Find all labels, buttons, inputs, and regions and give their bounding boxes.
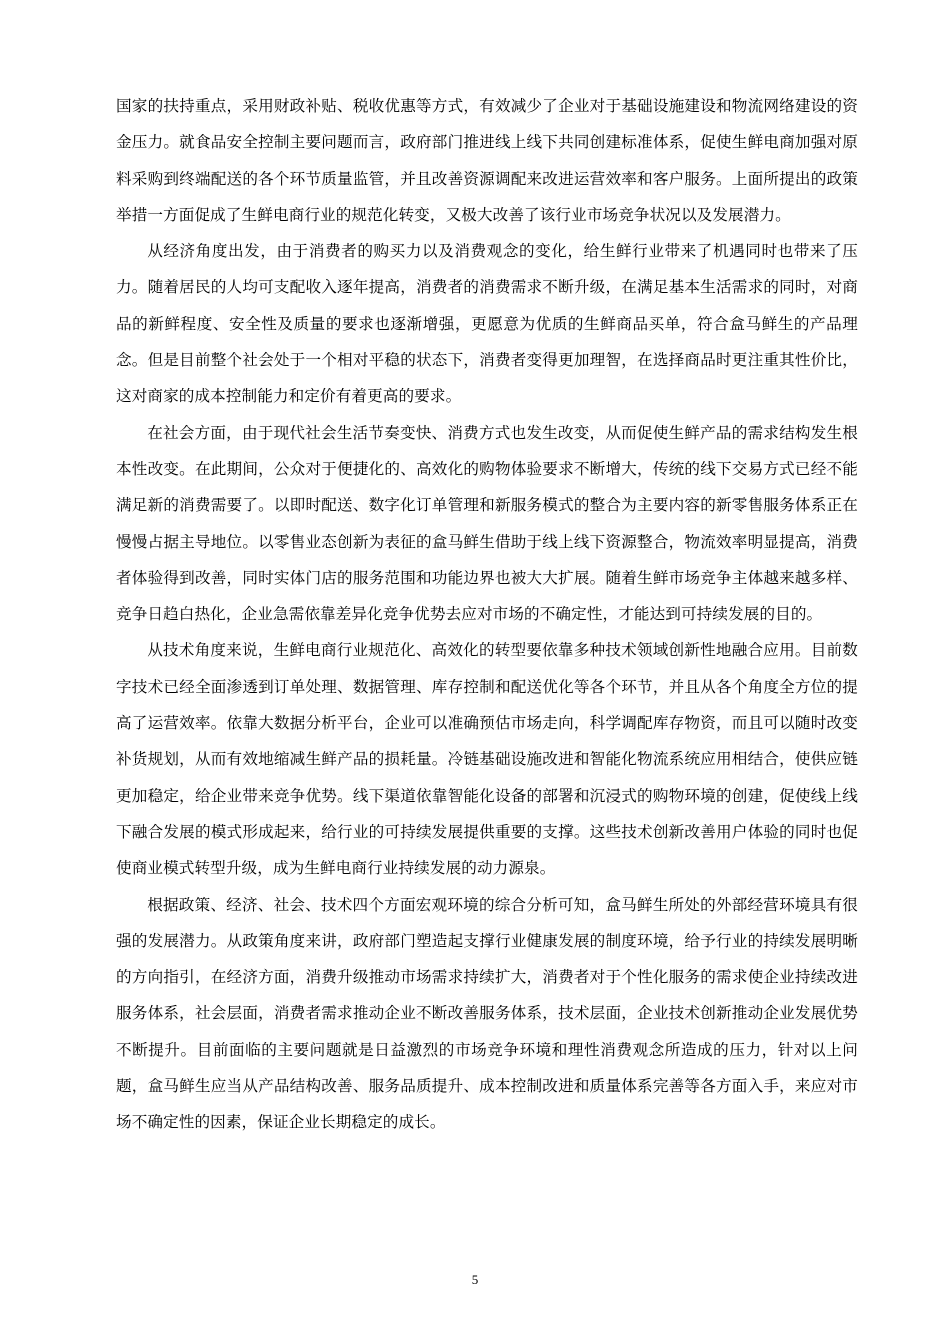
- body-text: [116, 88, 858, 1141]
- paragraph-technology: 从技术角度来说，生鲜电商行业规范化、高效化的转型要依靠多种技术领域创新性地融合应用。目前数字技术已经全面渗透到订单处理、数据管理、库存控制和配送优化等各个环节，并且从各个角度全方位的提高了运营效率。依靠大数据分析平台，企业可以准确预估市场走向，科学调配库存物资，而且可以随时改变补货规划，从而有效地缩减生鲜产品的损耗量。冷链基础设施改进和智能化物流系统应用相结合，使供应链更加稳定，给企业带来竞争优势。线下渠道依靠智能化设备的部署和沉浸式的购物环境的创建，促使线上线下融合发展的模式形成起来，给行业的可持续发展提供重要的支撑。这些技术创新改善用户体验的同时也促使商业模式转型升级，成为生鲜电商行业持续发展的动力源泉。: [116, 641, 858, 878]
- page-number: 5: [471, 1272, 479, 1287]
- paragraph-continued: 国家的扶持重点，采用财政补贴、税收优惠等方式，有效减少了企业对于基础设施建设和物流网络建设的资金压力。就食品安全控制主要问题而言，政府部门推进线上线下共同创建标准体系，促使生鲜电商加强对原料采购到终端配送的各个环节质量监管，并且改善资源调配来改进运营效率和客户服务。上面所提出的政策举措一方面促成了生鲜电商行业的规范化转变，又极大改善了该行业市场竞争状况以及发展潜力。: [116, 97, 858, 224]
- paragraph-economy: 从经济角度出发，由于消费者的购买力以及消费观念的变化，给生鲜行业带来了机遇同时也带来了压力。随着居民的人均可支配收入逐年提高，消费者的消费需求不断升级，在满足基本生活需求的同时，对商品的新鲜程度、安全性及质量的要求也逐渐增强，更愿意为优质的生鲜商品买单，符合盒马鲜生的产品理念。但是目前整个社会处于一个相对平稳的状态下，消费者变得更加理智，在选择商品时更注重其性价比，这对商家的成本控制能力和定价有着更高的要求。: [116, 242, 858, 406]
- paragraph-summary: 根据政策、经济、社会、技术四个方面宏观环境的综合分析可知，盒马鲜生所处的外部经营环境具有很强的发展潜力。从政策角度来讲，政府部门塑造起支撑行业健康发展的制度环境，给予行业的持续发展明晰的方向指引，在经济方面，消费升级推动市场需求持续扩大，消费者对于个性化服务的需求使企业持续改进服务体系，社会层面，消费者需求推动企业不断改善服务体系，技术层面，企业技术创新推动企业发展优势不断提升。目前面临的主要问题就是日益激烈的市场竞争环境和理性消费观念所造成的压力，针对以上问题，盒马鲜生应当从产品结构改善、服务品质提升、成本控制改进和质量体系完善等各方面入手，来应对市场不确定性的因素，保证企业长期稳定的成长。: [116, 895, 858, 1132]
- paragraph-society: 在社会方面，由于现代社会生活节奏变快、消费方式也发生改变，从而促使生鲜产品的需求结构发生根本性改变。在此期间，公众对于便捷化的、高效化的购物体验要求不断增大，传统的线下交易方式已经不能满足新的消费需要了。以即时配送、数字化订单管理和新服务模式的整合为主要内容的新零售服务体系正在慢慢占据主导地位。以零售业态创新为表征的盒马鲜生借助于线上线下资源整合，物流效率明显提高，消费者体验得到改善，同时实体门店的服务范围和功能边界也被大大扩展。随着生鲜市场竞争主体越来越多样、竞争日趋白热化，企业急需依靠差异化竞争优势去应对市场的不确定性，才能达到可持续发展的目的。: [116, 423, 858, 624]
